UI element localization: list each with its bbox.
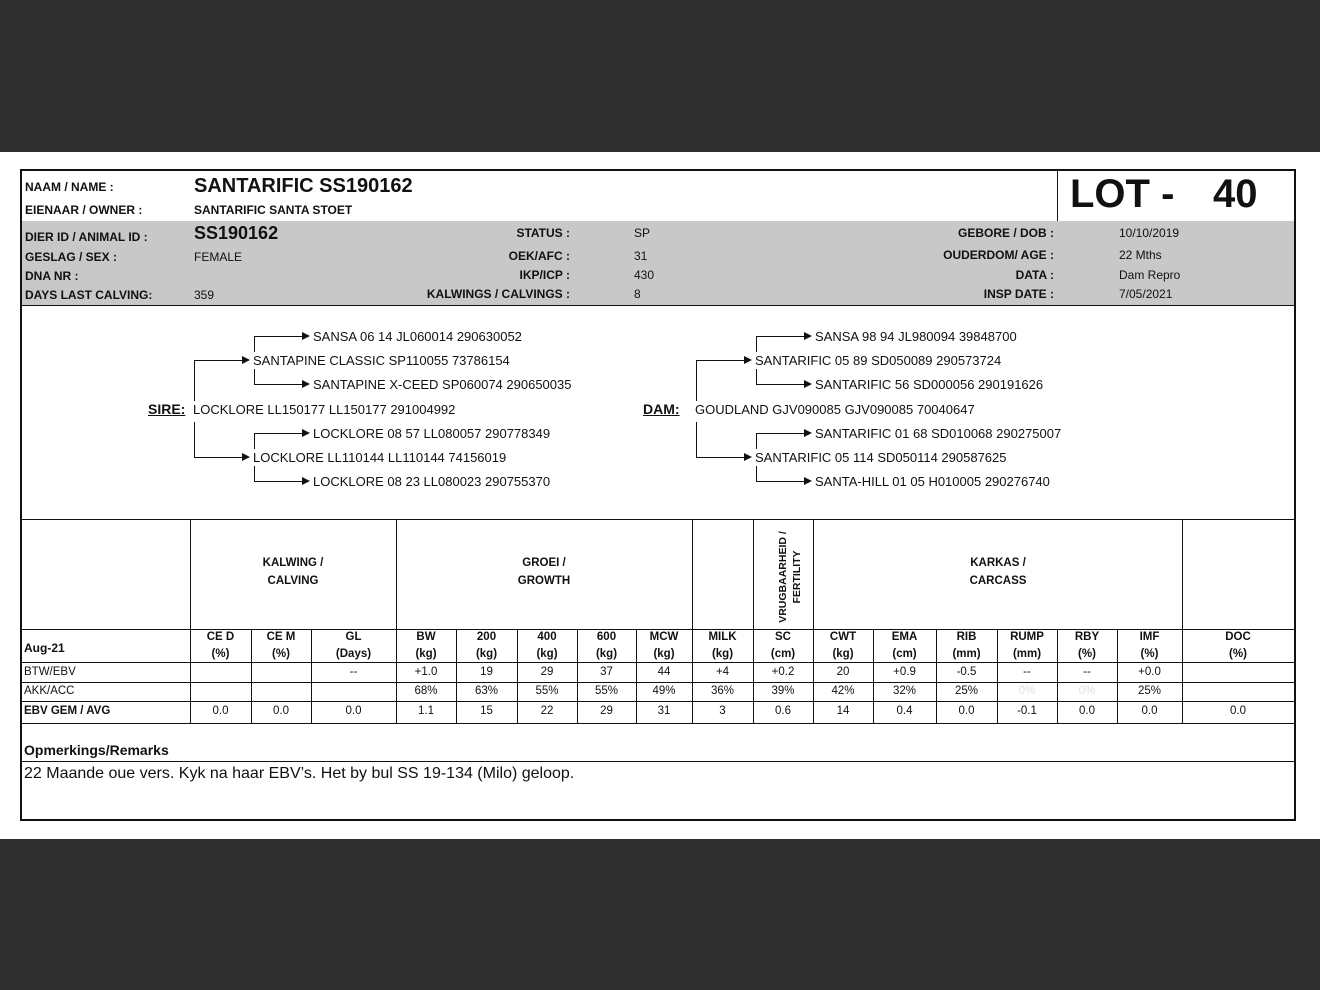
icp-value: 430	[634, 268, 655, 282]
ebv-column-name: CE D	[206, 631, 235, 643]
remarks-top-rule	[22, 723, 1294, 724]
ebv-column-unit: (%)	[211, 648, 230, 660]
period-label: Aug-21	[24, 641, 65, 655]
ebv-cell: 25%	[1137, 685, 1162, 697]
carcass-group-label-en: CARCASS	[969, 575, 1027, 587]
fertility-group-label	[753, 524, 813, 629]
ebv-column-name: MILK	[708, 631, 737, 643]
owner-name: SANTARIFIC SANTA STOET	[194, 203, 353, 217]
ebv-cell: 0.0	[273, 705, 289, 717]
ebv-column-unit: (%)	[1229, 648, 1247, 660]
ebv-cell: 42%	[831, 685, 855, 697]
ebv-column-name: RIB	[956, 631, 977, 643]
age-label: OUDERDOM/ AGE :	[943, 248, 1054, 262]
lot-number: 40	[1213, 172, 1258, 216]
ebv-column-unit: (%)	[272, 648, 290, 660]
ebv-column-unit: (kg)	[595, 648, 618, 660]
ebv-column-name: IMF	[1139, 631, 1160, 643]
ebv-cell: 0.0	[345, 705, 362, 717]
ebv-cell: 0.0	[958, 705, 975, 717]
ebv-column-unit: (mm)	[952, 648, 981, 660]
dam-name: GOUDLAND GJV090085 GJV090085 70040647	[695, 402, 975, 417]
remarks-label: Opmerkings/Remarks	[24, 742, 169, 758]
ebv-cell: --	[1023, 666, 1031, 678]
insp-date-label: INSP DATE :	[983, 287, 1054, 301]
ebv-column-name: BW	[416, 631, 436, 643]
ebv-cell: 55%	[594, 685, 619, 697]
dam-dam-name: SANTARIFIC 05 114 SD050114 290587625	[755, 450, 1007, 465]
ebv-column-rule	[1182, 519, 1183, 723]
ebv-column-unit: (%)	[1078, 648, 1096, 660]
ebv-cell: 39%	[771, 685, 795, 697]
ebv-column-name: MCW	[649, 631, 679, 643]
ebv-row-rule	[22, 662, 1294, 663]
ebv-cell: --	[1083, 666, 1091, 678]
ebv-cell: +0.9	[893, 666, 916, 678]
calving-group-label-en: CALVING	[267, 575, 319, 587]
ebv-column-unit: (kg)	[653, 648, 675, 660]
ebv-cell: 0.0	[1079, 705, 1095, 717]
ebv-cell: +4	[715, 666, 730, 678]
sire-dam-dam-name: LOCKLORE 08 23 LL080023 290755370	[313, 474, 551, 489]
ebv-cell: 68%	[414, 685, 438, 697]
ebv-column-rule	[190, 519, 191, 723]
lot-card	[20, 169, 1296, 821]
animal-name: SANTARIFIC SS190162	[194, 175, 413, 197]
animal-id-value: SS190162	[194, 223, 279, 243]
ebv-cell: +0.0	[1138, 666, 1161, 678]
insp-date-value: 7/05/2021	[1119, 287, 1173, 301]
status-label: STATUS :	[516, 226, 570, 240]
afc-value: 31	[634, 249, 648, 263]
days-last-calving-label: DAYS LAST CALVING:	[25, 288, 153, 302]
dam-label: DAM:	[643, 401, 680, 417]
ebv-column-unit: (cm)	[770, 648, 796, 660]
lot-label: LOT -	[1070, 172, 1175, 216]
ebv-cell: 0%	[1018, 685, 1036, 697]
ebv-cell: 0.0	[1141, 705, 1158, 717]
ebv-cell: 0.0	[212, 705, 229, 717]
dam-sire-dam-name: SANTARIFIC 56 SD000056 290191626	[815, 377, 1044, 392]
ebv-cell: 0.0	[1230, 705, 1246, 717]
ebv-column-unit: (%)	[1140, 648, 1159, 660]
owner-label: EIENAAR / OWNER :	[25, 203, 143, 217]
sire-dam-sire-name: LOCKLORE 08 57 LL080057 290778349	[313, 426, 551, 441]
ebv-cell: -0.5	[956, 666, 977, 678]
sex-label: GESLAG / SEX :	[25, 250, 118, 264]
icp-label: IKP/ICP :	[519, 268, 570, 282]
animal-info-band	[22, 221, 1294, 306]
ebv-cell: 55%	[535, 685, 559, 697]
age-value: 22 Mths	[1119, 248, 1162, 262]
name-label: NAAM / NAME :	[25, 180, 114, 194]
data-value: Dam Repro	[1119, 268, 1181, 282]
sex-value: FEMALE	[194, 250, 243, 264]
calving-group-label: KALWING /	[262, 557, 324, 569]
ebv-column-unit: (kg)	[536, 648, 558, 660]
ebv-cell: 14	[836, 705, 850, 717]
afc-label: OEK/AFC :	[508, 249, 570, 263]
ebv-cell: 29	[540, 666, 554, 678]
ebv-row-rule	[22, 701, 1294, 702]
ebv-column-unit: (kg)	[415, 648, 437, 660]
status-value: SP	[634, 226, 651, 240]
ebv-cell: 19	[480, 666, 493, 678]
growth-group-label: GROEI /	[522, 557, 566, 569]
ebv-cell: 25%	[954, 685, 979, 697]
growth-group-label-en: GROWTH	[517, 575, 571, 587]
row-label-avg: EBV GEM / AVG	[24, 705, 111, 717]
lot-box	[1057, 171, 1295, 221]
ebv-cell: 31	[657, 705, 671, 717]
ebv-cell: 22	[540, 705, 554, 717]
sire-sire-sire-name: SANSA 06 14 JL060014 290630052	[313, 329, 522, 344]
fertility-label-2: FERTILITY	[791, 550, 803, 604]
ebv-cell: 0.6	[775, 705, 791, 717]
ebv-cell: 44	[657, 666, 671, 678]
ebv-column-name: GL	[345, 631, 362, 643]
dam-dam-sire-name: SANTARIFIC 01 68 SD010068 290275007	[815, 426, 1062, 441]
ebv-column-name: RUMP	[1010, 631, 1044, 643]
dob-label: GEBORE / DOB :	[957, 226, 1054, 240]
ebv-column-name: EMA	[891, 631, 918, 643]
fertility-label-1: VRUGBAARHEID /	[777, 531, 789, 623]
ebv-column-unit: (kg)	[711, 648, 734, 660]
ebv-cell: 29	[600, 705, 613, 717]
name-header	[22, 171, 1294, 222]
ebv-cell: 49%	[652, 685, 676, 697]
ebv-column-name: SC	[775, 631, 791, 643]
dna-label: DNA NR :	[25, 269, 79, 283]
ebv-column-name: 400	[537, 631, 557, 643]
sire-sire-dam-name: SANTAPINE X-CEED SP060074 290650035	[313, 377, 572, 392]
remarks-text: 22 Maande oue vers. Kyk na haar EBV’s. Het by bul SS 19-134 (Milo) geloop.	[24, 765, 575, 782]
dam-sire-name: SANTARIFIC 05 89 SD050089 290573724	[755, 353, 1002, 368]
ebv-cell: +1.0	[414, 666, 438, 678]
ebv-cell: 32%	[892, 685, 917, 697]
row-label-acc: AKK/ACC	[24, 685, 75, 697]
ebv-column-name: RBY	[1074, 631, 1100, 643]
ebv-cell: 15	[480, 705, 493, 717]
ebv-cell: 36%	[710, 685, 735, 697]
ebv-column-name: 600	[596, 631, 617, 643]
data-label: DATA :	[1015, 268, 1054, 282]
ebv-cell: -0.1	[1017, 705, 1037, 717]
ebv-table	[22, 519, 1294, 723]
pedigree-section	[22, 306, 1294, 520]
ebv-cell: +0.2	[771, 666, 795, 678]
carcass-group-label: KARKAS /	[970, 557, 1026, 569]
days-last-calving-value: 359	[194, 288, 215, 302]
sire-sire-name: SANTAPINE CLASSIC SP110055 73786154	[253, 353, 510, 368]
sire-dam-name: LOCKLORE LL110144 LL110144 74156019	[253, 450, 507, 465]
ebv-row-rule	[22, 682, 1294, 683]
ebv-column-unit: (kg)	[475, 648, 498, 660]
ebv-cell: 1.1	[418, 705, 434, 717]
ebv-cell: 37	[600, 666, 613, 678]
ebv-column-name: CE M	[266, 631, 296, 643]
ebv-column-unit: (cm)	[892, 648, 917, 660]
ebv-column-name: DOC	[1225, 631, 1251, 643]
dam-sire-sire-name: SANSA 98 94 JL980094 39848700	[815, 329, 1017, 344]
ebv-cell: 20	[836, 666, 850, 678]
sire-name: LOCKLORE LL150177 LL150177 291004992	[193, 402, 456, 417]
ebv-column-name: 200	[476, 631, 497, 643]
calvings-label: KALWINGS / CALVINGS :	[426, 287, 570, 301]
ebv-cell: --	[349, 666, 358, 678]
ebv-cell: 0.4	[896, 705, 913, 717]
ebv-column-name: CWT	[829, 631, 857, 643]
ebv-cell: 0%	[1078, 685, 1096, 697]
dam-dam-dam-name: SANTA-HILL 01 05 H010005 290276740	[815, 474, 1050, 489]
dob-value: 10/10/2019	[1119, 226, 1180, 240]
animal-id-label: DIER ID / ANIMAL ID :	[25, 230, 148, 244]
ebv-column-unit: (kg)	[832, 648, 854, 660]
ebv-column-unit: (mm)	[1012, 648, 1042, 660]
ebv-column-unit: (Days)	[335, 648, 372, 660]
ebv-cell: 63%	[474, 685, 499, 697]
ebv-row-rule	[22, 629, 1294, 630]
remarks-rule	[22, 761, 1294, 762]
calvings-value: 8	[634, 287, 641, 301]
ebv-cell: 3	[719, 705, 726, 717]
sire-label: SIRE:	[148, 401, 186, 417]
row-label-ebv: BTW/EBV	[24, 666, 76, 678]
